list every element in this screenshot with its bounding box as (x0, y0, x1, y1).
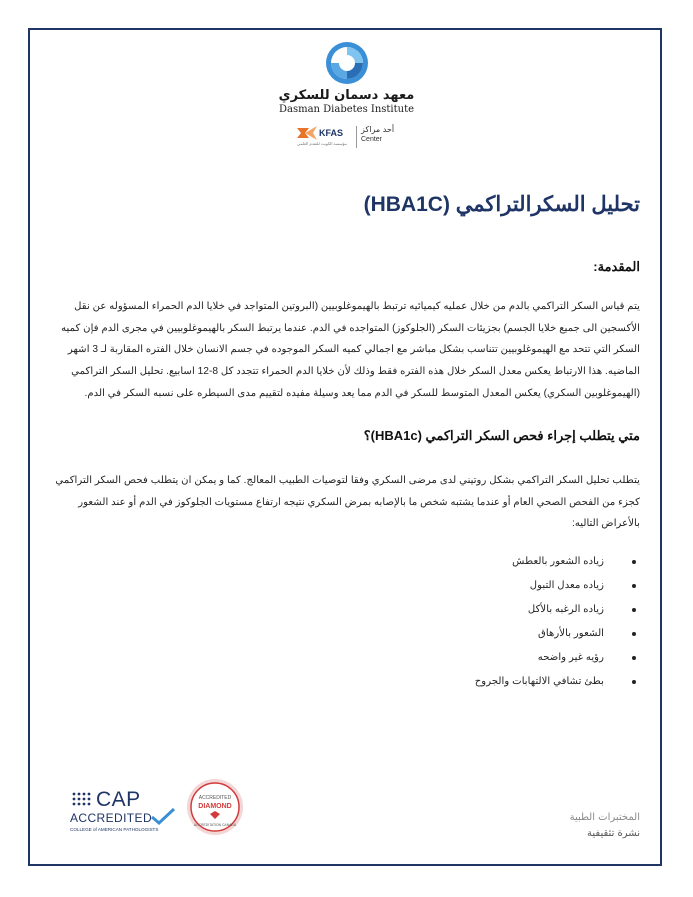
institute-name-english: Dasman Diabetes Institute (278, 104, 415, 115)
page-frame (28, 28, 662, 866)
bullet-icon (632, 656, 636, 660)
institute-name-arabic: معهد دسمان للسكري (278, 88, 415, 103)
kfas-logo (297, 124, 397, 150)
intro-line: (الهيموغلوبين السكري) يعكس المعدل المتوسط للسكر في الدم مما يعد وسيلة مفيده لتقييم مدى السيطره على نسبه السكر في الدم. (84, 387, 640, 399)
when-line: بالأعراض التاليه: (571, 518, 640, 530)
center-label-english: Center (361, 136, 383, 143)
intro-line: السكر التي تتحد مع الهيموغلوبيين تتناسب بشكل مباشر مع اجمالي كميه السكر الموجوده في جسم الانسان خلال الفتره المقاربة لـ 3 اشهر (67, 344, 640, 356)
intro-line: يتم قياس السكر التراكمي بالدم من خلال عمليه كيميائيه ترتبط بالهيموغلوبيين (البروتين المتواجد في خلايا الدم الحمراء المسؤوله عن نقل (74, 301, 640, 312)
bullet-icon (632, 560, 636, 564)
intro-heading: المقدمة: (593, 259, 640, 274)
symptom-text: زياده الشعور بالعطش (512, 556, 604, 567)
list-item (339, 672, 639, 696)
seal-bottom-text: ACCREDITATION CANADA (193, 823, 237, 827)
cap-dots-icon (70, 790, 94, 810)
symptom-text: زياده معدل التبول (529, 580, 604, 591)
cap-title: CAP (96, 788, 141, 811)
bullet-icon (632, 680, 636, 684)
footer-department: المختبرات الطبية (569, 812, 640, 823)
bullet-icon (632, 584, 636, 588)
bullet-icon (632, 632, 636, 636)
header-logo (0, 40, 693, 115)
kfas-label: KFAS (319, 128, 344, 138)
symptom-text: رؤيه غير واضحه (537, 652, 604, 663)
symptom-text: زياده الرغبه بالأكل (527, 604, 604, 615)
seal-top-text: ACCREDITED (198, 795, 232, 801)
cap-college: COLLEGE of AMERICAN PATHOLOGISTS (70, 827, 159, 832)
kfas-subtitle: مؤسسة الكويت للتقدم العلمي (297, 141, 347, 146)
list-item (339, 552, 639, 576)
list-item (339, 600, 639, 624)
page-title: تحليل السكرالتراكمي (HBA1C) (363, 193, 640, 216)
intro-line: الأكسجين الى جميع خلايا الجسم) بجزيئات السكر (الجلوكوز) المتواجده في الدم. عندما يرتبط السكر بالهيموغلوبيين في مجرى الدم فإن كميه (61, 322, 640, 334)
when-line: يتطلب تحليل السكر التراكمي بشكل روتيني لدى مرضى السكري وفقا لتوصيات الطبيب المعالج. كما و يمكن ان يتطلب فحص السكر التراكمي (55, 475, 640, 486)
diamond-accreditation-seal (186, 778, 244, 836)
kfas-mark-icon (297, 126, 317, 140)
symptom-text: بطئ تشافي الالتهابات والجروح (474, 676, 604, 687)
when-paragraph (50, 470, 640, 535)
kfas-divider (356, 126, 357, 148)
center-label-arabic: أحد مراكز (361, 125, 395, 134)
footer-doc-type: نشرة تثقيفية (587, 828, 640, 839)
when-line: كجزء من الفحص الصحي العام أو عندما يشتبه شخص ما بالإصابه بمرض السكري نتيجه ارتفاع مستويات الجلوكوز في الدم أو عند الشعور (78, 496, 640, 508)
dasman-logo-icon (324, 40, 370, 86)
intro-paragraph (50, 296, 640, 405)
bullet-icon (632, 608, 636, 612)
seal-main-text: DIAMOND (198, 803, 232, 810)
list-item (339, 576, 639, 600)
cap-accreditation-logo (70, 790, 180, 835)
list-item (339, 648, 639, 672)
when-heading: متي يتطلب إجراء فحص السكر التراكمي (HBA1c)؟ (363, 428, 640, 443)
checkmark-icon (150, 808, 176, 826)
symptoms-list (339, 552, 639, 696)
symptom-text: الشعور بالأرهاق (538, 628, 604, 639)
list-item (339, 624, 639, 648)
cap-accredited: ACCREDITED (70, 811, 153, 825)
intro-line: الماضيه. هذا الارتباط يعكس معدل السكر خلال هذه الفتره فقط وذلك لأن خلايا الدم الحمراء تتجدد كل 8-12 اسابيع. تحليل السكر التراكمي (71, 366, 640, 378)
